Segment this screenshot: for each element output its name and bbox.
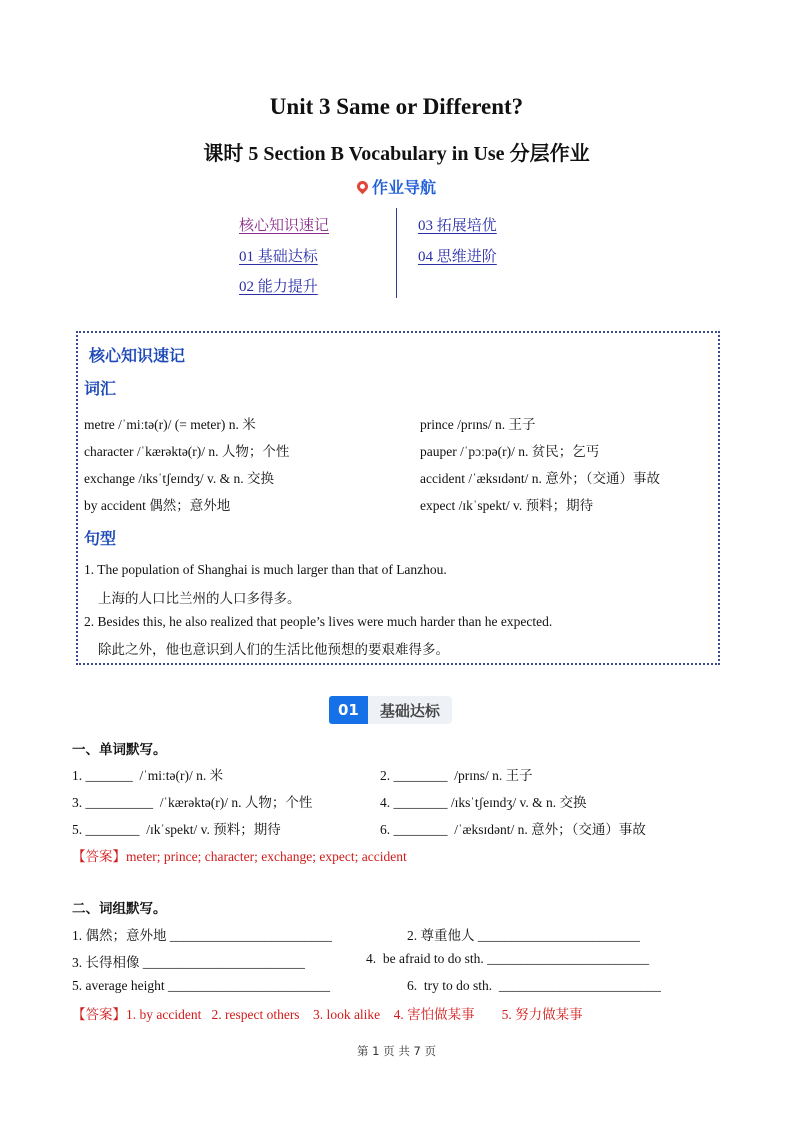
nav-link-core-knowledge[interactable]: 核心知识速记	[239, 218, 330, 234]
nav-link-advanced[interactable]: 04 思维进阶	[418, 249, 497, 265]
document-subtitle: 课时 5 Section B Vocabulary in Use 分层作业	[203, 143, 590, 165]
sentence-cn: 除此之外，他也意识到人们的生活比他预想的要艰难得多。	[98, 642, 449, 657]
vocab-item: exchange /ɪksˈtʃeɪndʒ/ v. & n. 交换	[84, 471, 274, 486]
knowledge-badge	[89, 343, 185, 366]
answer-text: 【答案】meter; prince; character; exchange; expect; accident	[72, 849, 407, 864]
section-01-badge	[329, 696, 452, 724]
section-label: 基础达标	[368, 696, 452, 724]
answer-text: 【答案】1. by accident 2. respect others 3. look alike 4. 害怕做某事 5. 努力做某事	[72, 1007, 583, 1022]
question-item: 6. ________ /ˈæksɪdənt/ n. 意外；（交通）事故	[380, 822, 646, 837]
vocab-item: accident /ˈæksɪdənt/ n. 意外；（交通）事故	[420, 471, 660, 486]
page-footer: 第 1 页 共 7 页	[357, 1044, 436, 1058]
sentence-heading: 句型	[84, 529, 117, 548]
question-item: 5. average height ________________________	[72, 978, 330, 993]
question-item: 1. _______ /ˈmiːtə(r)/ n. 米	[72, 768, 224, 783]
vocab-item: character /ˈkærəktə(r)/ n. 人物；个性	[84, 444, 290, 459]
nav-title-text: 作业导航	[371, 178, 436, 197]
nav-divider	[396, 208, 397, 298]
knowledge-badge-text: 核心知识速记	[89, 346, 186, 365]
sentence-cn: 上海的人口比兰州的人口多得多。	[98, 591, 301, 606]
part1-heading: 一、单词默写。	[72, 742, 167, 758]
sentence-en: 1. The population of Shanghai is much larger than that of Lanzhou.	[84, 562, 447, 577]
part2-heading: 二、词组默写。	[72, 901, 167, 917]
vocab-item: by accident 偶然；意外地	[84, 498, 231, 513]
question-item: 3. 长得相像 ________________________	[72, 955, 305, 970]
question-item: 4. ________ /ɪksˈtʃeɪndʒ/ v. & n. 交换	[380, 795, 587, 810]
nav-link-ability[interactable]: 02 能力提升	[239, 279, 318, 295]
nav-title	[0, 175, 793, 198]
question-item: 5. ________ /ɪkˈspekt/ v. 预料；期待	[72, 822, 281, 837]
question-item: 2. ________ /prɪns/ n. 王子	[380, 768, 533, 783]
question-item: 4. be afraid to do sth. ________________________	[366, 951, 650, 966]
vocab-heading: 词汇	[84, 379, 117, 398]
question-item: 2. 尊重他人 ________________________	[407, 928, 640, 943]
vocab-item: metre /ˈmiːtə(r)/ (= meter) n. 米	[84, 417, 256, 432]
question-item: 1. 偶然；意外地 ________________________	[72, 928, 332, 943]
question-item: 6. try to do sth. ________________________	[407, 978, 661, 993]
nav-link-basic[interactable]: 01 基础达标	[239, 249, 318, 265]
document-title: Unit 3 Same or Different?	[269, 94, 524, 119]
vocab-item: pauper /ˈpɔːpə(r)/ n. 贫民；乞丐	[420, 444, 600, 459]
question-item: 3. __________ /ˈkærəktə(r)/ n. 人物；个性	[72, 795, 313, 810]
sentence-en: 2. Besides this, he also realized that people’s lives were much harder than he expected.	[84, 614, 553, 629]
location-pin-icon	[355, 179, 371, 195]
vocab-item: prince /prɪns/ n. 王子	[420, 417, 536, 432]
vocab-item: expect /ɪkˈspekt/ v. 预料；期待	[420, 498, 594, 513]
nav-link-extension[interactable]: 03 拓展培优	[418, 218, 497, 234]
section-number: 01	[329, 696, 368, 724]
